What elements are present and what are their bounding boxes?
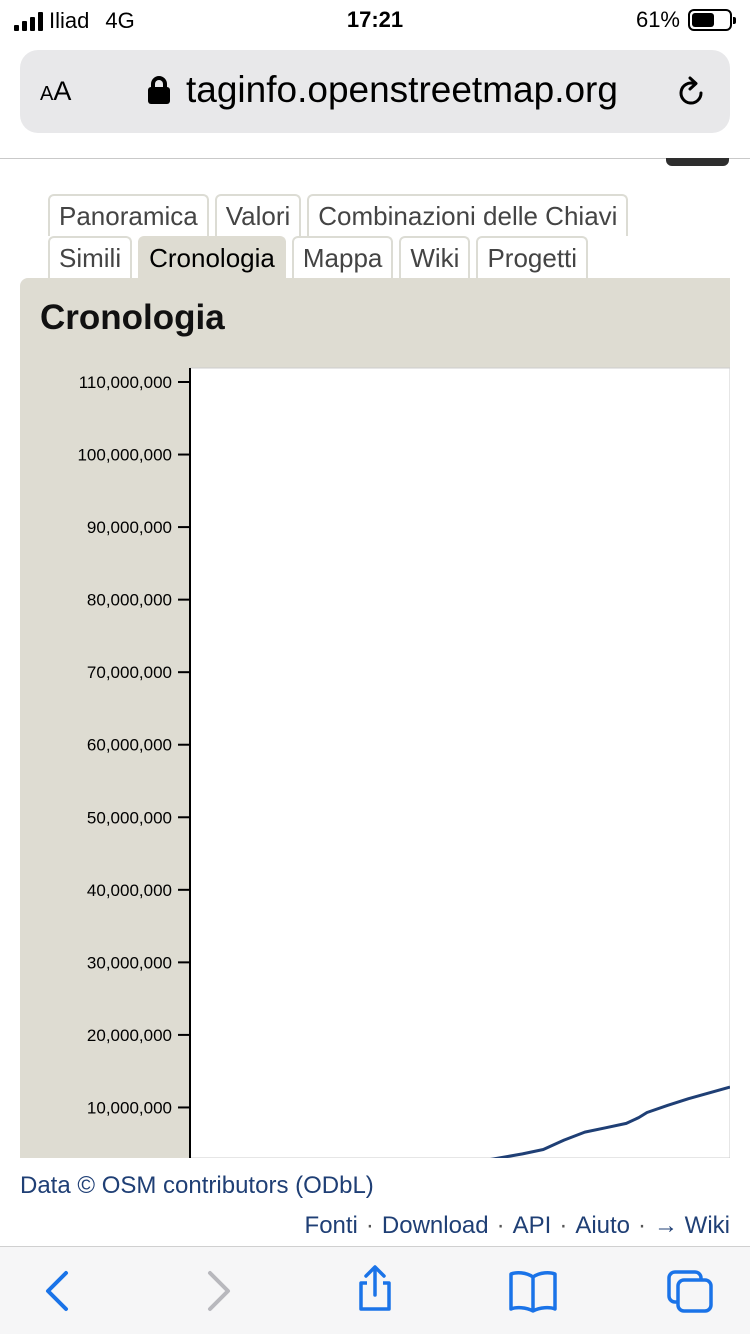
footer-link-download[interactable]: Download [381, 1212, 489, 1239]
y-tick-label: 50,000,000 [86, 808, 172, 828]
y-tick-label: 30,000,000 [86, 953, 172, 973]
tab-simili[interactable]: Simili [48, 236, 132, 278]
y-tick-label: 100,000,000 [77, 445, 172, 465]
footer-link-aiuto[interactable]: Aiuto [575, 1212, 631, 1239]
history-panel [20, 278, 730, 1158]
back-arrow-icon[interactable] [36, 1269, 80, 1313]
footer-separator: · [638, 1212, 647, 1239]
share-icon[interactable] [353, 1265, 397, 1313]
tab-valori[interactable]: Valori [215, 194, 302, 236]
battery-percent: 61% [635, 7, 680, 32]
forward-arrow-icon[interactable] [196, 1269, 240, 1313]
page-divider [0, 158, 750, 159]
footer-link-wiki[interactable]: → Wiki [654, 1212, 730, 1239]
tab-progetti[interactable]: Progetti [476, 236, 588, 278]
footer-link-fonti[interactable]: Fonti [304, 1212, 358, 1239]
y-tick-label: 40,000,000 [86, 880, 172, 900]
reload-icon[interactable] [674, 76, 708, 110]
status-bar [0, 0, 750, 42]
carrier-name: Iliad [49, 8, 90, 33]
tab-combinazioni-delle-chiavi[interactable]: Combinazioni delle Chiavi [307, 194, 628, 236]
network-type: 4G [105, 8, 135, 33]
y-tick-label: 60,000,000 [86, 735, 172, 755]
history-chart [20, 278, 730, 1158]
battery-level [692, 13, 714, 27]
lock-icon [148, 76, 170, 104]
y-tick-label: 70,000,000 [86, 663, 172, 683]
header-menu-tab[interactable] [666, 158, 729, 166]
address-bar[interactable] [20, 50, 730, 133]
data-credit-link[interactable]: Data © OSM contributors (ODbL) [20, 1172, 374, 1199]
chart-plot-area [190, 368, 730, 1158]
tabs-row-2 [48, 236, 588, 278]
footer-separator: · [496, 1212, 505, 1239]
tabs-row-1 [48, 194, 628, 236]
tabs-icon[interactable] [666, 1269, 714, 1313]
browser-toolbar [0, 1246, 750, 1334]
url-text[interactable]: taginfo.openstreetmap.org [186, 69, 618, 110]
y-tick-label: 110,000,000 [78, 373, 172, 392]
y-tick-label: 20,000,000 [86, 1025, 172, 1045]
clock: 17:21 [346, 7, 404, 32]
tab-mappa[interactable]: Mappa [292, 236, 394, 278]
y-tick-label: 80,000,000 [86, 590, 172, 610]
footer-separator: · [559, 1212, 568, 1239]
footer-separator: · [365, 1212, 374, 1239]
tab-wiki[interactable]: Wiki [399, 236, 470, 278]
footer-link-api[interactable]: API [512, 1212, 552, 1239]
text-size-button[interactable]: AA [40, 76, 72, 106]
panel-title: Cronologia [40, 298, 225, 337]
bookmarks-icon[interactable] [508, 1269, 558, 1313]
y-tick-label: 90,000,000 [86, 518, 172, 538]
footer-links [305, 1212, 730, 1240]
tab-panoramica[interactable]: Panoramica [48, 194, 209, 236]
tab-cronologia[interactable]: Cronologia [138, 236, 286, 278]
y-tick-label: 10,000,000 [86, 1098, 172, 1118]
battery-icon [688, 9, 732, 31]
